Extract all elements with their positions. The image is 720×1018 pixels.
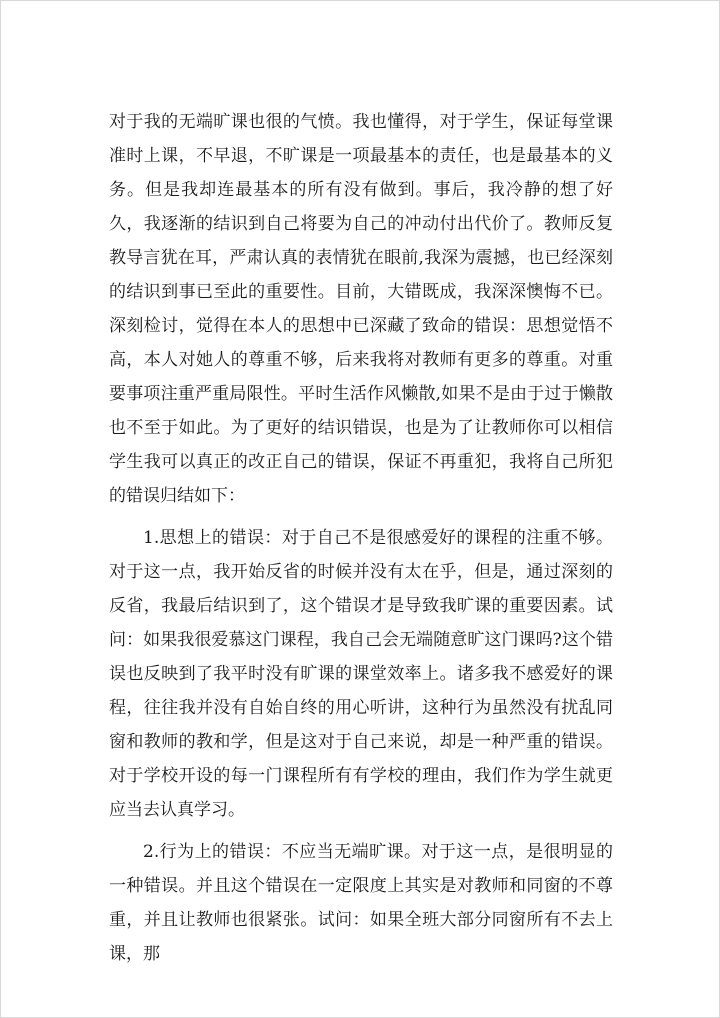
paragraph-point-1: 1.思想上的错误：对于自己不是很感爱好的课程的注重不够。对于这一点，我开始反省的时候并没有太在乎，但是，通过深刻的反省，我最后结识到了，这个错误才是导致我旷课的重要因素。试问：如果我很爱慕这门课程，我自己会无端随意旷这门课吗?这个错误也反映到了我平时没有旷课的课堂效率上。诸多我不感爱好的课程，往往我并没有自始自终的用心听讲，这种行为虽然没有扰乱同窗和教师的教和学，但是这对于自己来说，却是一种严重的错误。对于学校开设的每一门课程所有有学校的理由，我们作为学生就更应当去认真学习。 [109,528,613,820]
paragraph-intro: 对于我的无端旷课也很的气愤。我也懂得，对于学生，保证每堂课准时上课，不早退，不旷课是一项最基本的责任，也是最基本的义务。但是我却连最基本的所有没有做到。事后，我冷静的想了好久，我逐渐的结识到自己将要为自己的冲动付出代价了。教师反复教导言犹在耳，严肃认真的表情犹在眼前,我深为震撼，也已经深刻的结识到事已至此的重要性。目前，大错既成，我深深懊悔不已。深刻检讨，觉得在本人的思想中已深藏了致命的错误：思想觉悟不高，本人对她人的尊重不够，后来我将对教师有更多的尊重。对重要事项注重严重局限性。平时生活作风懒散,如果不是由于过于懒散也不至于如此。为了更好的结识错误，也是为了让教师你可以相信学生我可以真正的改正自己的错误，保证不再重犯，我将自己所犯的错误归结如下： [109,112,613,506]
paragraph-point-2: 2.行为上的错误：不应当无端旷课。对于这一点，是很明显的一种错误。并且这个错误在一定限度上其实是对教师和同窗的不尊重，并且让教师也很紧张。试问：如果全班大部分同窗所有不去上课，那 [109,842,613,964]
document-body [109,105,613,979]
